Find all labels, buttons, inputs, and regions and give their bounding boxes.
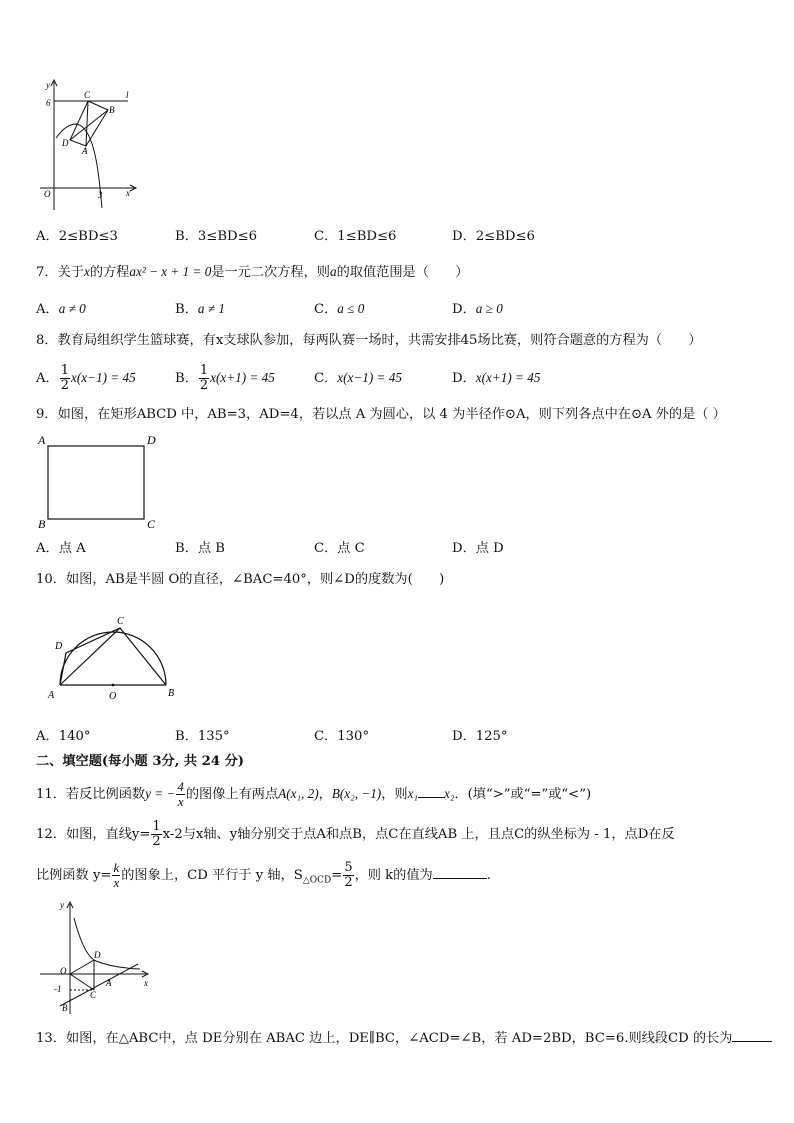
q10-stem: 10．如图，AB是半圆 O的直径，∠BAC=40°，则∠D的度数为( ) xyxy=(36,572,445,587)
label-B: B xyxy=(109,105,115,115)
center-o xyxy=(112,684,115,687)
rectangle-abcd xyxy=(48,446,144,519)
label-O: O xyxy=(109,691,117,702)
label-D: D xyxy=(62,138,69,148)
label-C: C xyxy=(84,90,91,100)
parabola xyxy=(56,124,102,208)
section-heading: 二、填空题(每小题 3分, 共 24 分) xyxy=(36,754,245,769)
q12-figure xyxy=(34,898,164,1018)
q10-option-b: B．135° xyxy=(175,729,230,744)
segment-oc xyxy=(70,974,94,990)
label-x: x xyxy=(126,188,130,198)
q6-figure xyxy=(36,76,146,216)
label-3: 3 xyxy=(98,190,103,200)
diag-CA xyxy=(86,101,88,146)
label-y: y xyxy=(46,80,50,90)
q6-option-b: B．3≤BD≤6 xyxy=(175,229,258,244)
q8-option-c: C．x(x−1) = 45 xyxy=(314,370,402,386)
q12-line1: 12．如图，直线y= $\frac{1}{2}$ x-2与x轴、y轴分别交于点A和点B，点C在直线AB 上，且点C的纵坐标为 - 1，点D在反 xyxy=(36,819,675,849)
q8-option-a: A． $\frac{1}{2}$ x(x−1) = 45 xyxy=(36,363,136,393)
label-neg1: -1 xyxy=(54,984,62,994)
q9-option-a: A．点 A xyxy=(36,541,86,556)
q10-option-d: D．125° xyxy=(452,729,508,744)
q9-figure xyxy=(34,430,164,530)
q7-stem: 7．关于x的方程ax² − x + 1 = 0是一元二次方程，则a的取值范围是（ ） xyxy=(36,264,469,280)
label-A: A xyxy=(48,690,55,701)
q9-option-c: C．点 C xyxy=(314,541,365,556)
q9-option-b: B．点 B xyxy=(175,541,225,556)
label-B: B xyxy=(168,688,175,699)
q13-stem: 13．如图，在△ABC中，点 DE分别在 ABAC 边上，DE∥BC，∠ACD=∠B，若 AD=2BD，BC=6.则线段CD 的长为 xyxy=(36,1030,772,1048)
q7-option-d: D．a ≥ 0 xyxy=(452,301,503,317)
q10-option-c: C．130° xyxy=(314,729,370,744)
q8-stem: 8．教育局组织学生篮球赛，有x支球队参加，每两队赛一场时，共需安排45场比赛，则符合题意的方程为（ ） xyxy=(36,333,702,348)
label-A: A xyxy=(82,146,88,156)
q6-option-a: A．2≤BD≤3 xyxy=(36,229,118,244)
label-C: C xyxy=(147,517,156,530)
q9-stem: 9．如图，在矩形ABCD 中，AB=3，AD=4，若以点 A 为圆心，以 4 为半径作⊙A，则下列各点中在⊙A 外的是（ ） xyxy=(36,407,726,422)
q10-option-a: A．140° xyxy=(36,729,91,744)
semicircle xyxy=(60,632,166,685)
q8-option-d: D．x(x+1) = 45 xyxy=(452,370,541,386)
line-ab xyxy=(60,964,138,1006)
q9-option-d: D．点 D xyxy=(452,541,504,556)
label-l: l xyxy=(126,90,129,100)
label-B: B xyxy=(38,517,46,530)
q6-option-c: C．1≤BD≤6 xyxy=(314,229,397,244)
q7-option-a: A．a ≠ 0 xyxy=(36,301,86,317)
hyperbola xyxy=(74,918,140,969)
q7-option-c: C．a ≤ 0 xyxy=(314,301,365,317)
q6-option-d: D．2≤BD≤6 xyxy=(452,229,535,244)
q10-figure xyxy=(40,608,190,703)
segment-od xyxy=(70,960,94,974)
q12-line2: 比例函数 y= $\frac{k}{x}$ 的图象上，CD 平行于 y 轴，$S_{\triangle OCD}=$ $\frac{5}{2}$ ，则 k的值为 . xyxy=(36,860,491,890)
label-x: x xyxy=(144,978,148,988)
label-C: C xyxy=(117,616,124,627)
q8-option-b: B． $\frac{1}{2}$ x(x+1) = 45 xyxy=(175,363,275,393)
label-y: y xyxy=(60,900,64,910)
quad-CBAD xyxy=(70,101,108,146)
label-C: C xyxy=(90,990,97,1000)
q7-option-b: B．a ≠ 1 xyxy=(175,301,225,317)
label-6: 6 xyxy=(46,98,51,108)
q12-blank[interactable] xyxy=(433,878,487,879)
label-B: B xyxy=(62,1003,68,1013)
label-D: D xyxy=(55,641,63,652)
label-O: O xyxy=(44,189,51,199)
label-D: D xyxy=(147,433,156,447)
label-A: A xyxy=(38,433,46,447)
chords-adcb xyxy=(60,628,166,685)
q11-blank[interactable] xyxy=(418,797,444,798)
q13-blank[interactable] xyxy=(732,1041,772,1042)
label-O: O xyxy=(60,966,67,976)
label-A: A xyxy=(106,978,112,988)
q11-stem: 11．若反比例函数y = − $\frac{4}{x}$ 的图像上有两点A(x₁, 2)，B(x₂, −1)，则x₁ x₂．(填“>”或“=”或“<”) xyxy=(36,779,592,809)
label-D: D xyxy=(94,950,101,960)
